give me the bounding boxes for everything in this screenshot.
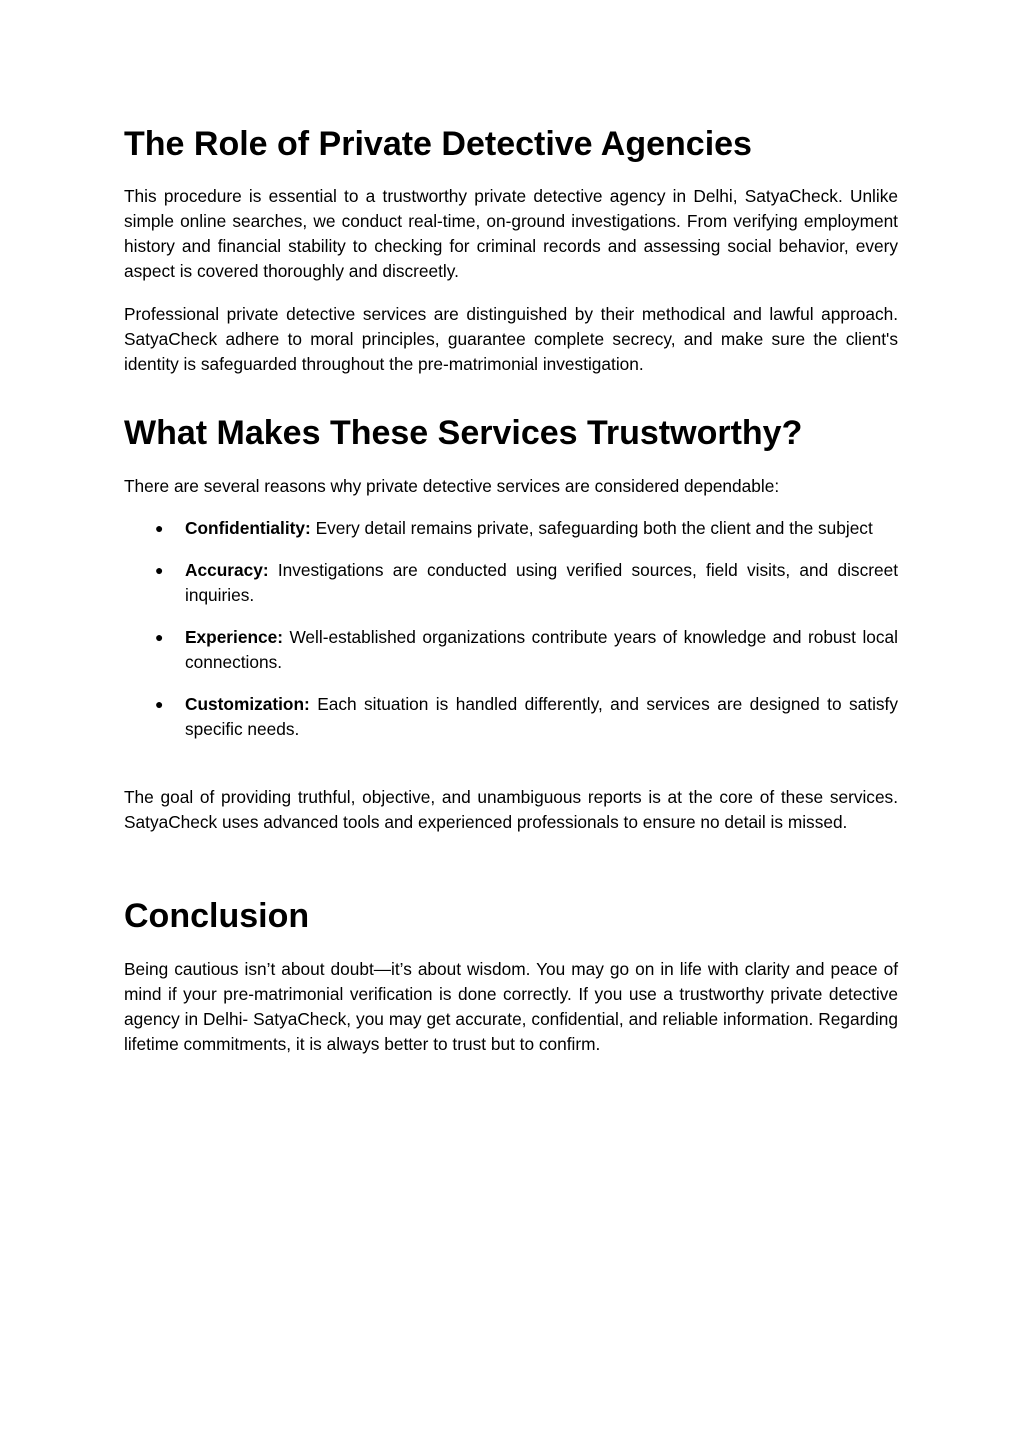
bullet-icon: ● [155, 629, 164, 645]
section-heading-role: The Role of Private Detective Agencies [124, 125, 752, 163]
bullet-icon: ● [155, 696, 164, 712]
trustworthy-closing: The goal of providing truthful, objective, and unambiguous reports is at the core of these services. SatyaCheck uses advanced tools and experienced professionals to ensure no detail is missed. [124, 787, 898, 832]
list-item-experience [124, 625, 898, 675]
list-item-confidentiality [124, 516, 898, 541]
bullet-text: Well-established organizations contribute years of knowledge and robust local connections. [185, 627, 898, 672]
conclusion-paragraph: Being cautious isn’t about doubt—it’s about wisdom. You may go on in life with clarity and peace of mind if your pre-matrimonial verification is done correctly. If you use a trustworthy private detective agency in Delhi- SatyaCheck, you may get accurate, confidential, and reliable information. Regarding lifetime commitments, it is always better to trust but to confirm. [124, 959, 898, 1054]
section-heading-trustworthy: What Makes These Services Trustworthy? [124, 414, 803, 452]
role-paragraph-2: Professional private detective services are distinguished by their methodical and lawful approach. SatyaCheck adhere to moral principles, guarantee complete secrecy, and make sure the client's identity is safeguarded throughout the pre-matrimonial investigation. [124, 304, 898, 374]
reasons-list [124, 516, 898, 759]
role-paragraph-1: This procedure is essential to a trustworthy private detective agency in Delhi, SatyaCheck. Unlike simple online searches, we conduct real-time, on-ground investigations. From verifying employment history and financial stability to checking for criminal records and assessing social behavior, every aspect is covered thoroughly and discreetly. [124, 186, 898, 281]
section-heading-conclusion: Conclusion [124, 897, 310, 935]
bullet-icon: ● [155, 520, 164, 536]
bullet-text: Each situation is handled differently, and services are designed to satisfy specific needs. [185, 694, 898, 739]
bullet-icon: ● [155, 562, 164, 578]
bullet-text: Investigations are conducted using verified sources, field visits, and discreet inquiries. [185, 560, 898, 605]
bullet-term: Accuracy: [185, 560, 278, 580]
bullet-term: Customization: [185, 694, 318, 714]
bullet-text: Every detail remains private, safeguarding both the client and the subject [315, 518, 873, 538]
trustworthy-intro: There are several reasons why private detective services are considered dependable: [124, 476, 780, 496]
bullet-term: Confidentiality: [185, 518, 316, 538]
list-item-customization [124, 692, 898, 742]
list-item-accuracy [124, 558, 898, 608]
bullet-term: Experience: [185, 627, 290, 647]
